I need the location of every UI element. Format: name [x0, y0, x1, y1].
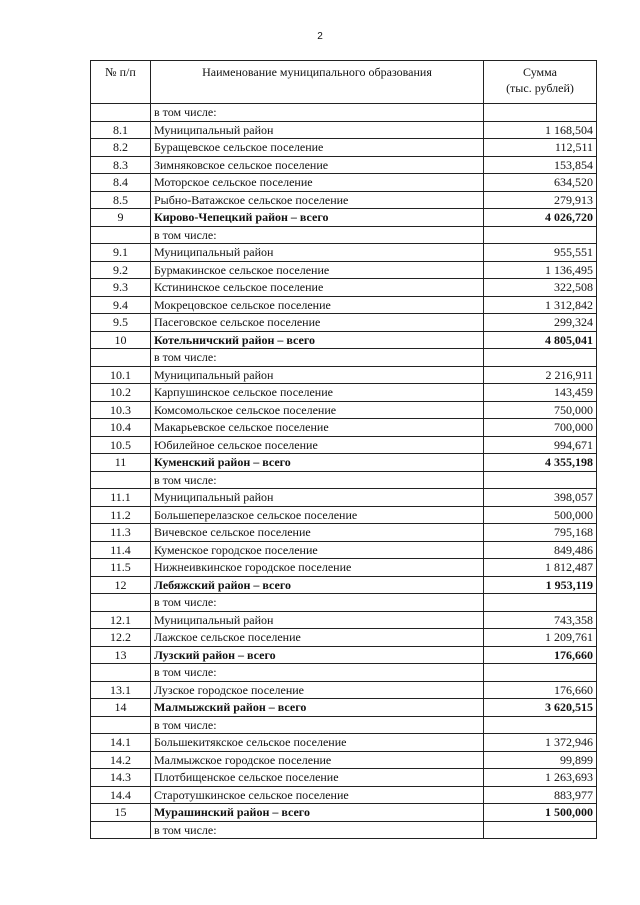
table-row	[91, 331, 597, 349]
table-row	[91, 121, 597, 139]
row-sum: 279,913	[484, 191, 597, 209]
row-sum: 4 026,720	[484, 209, 597, 227]
row-number	[91, 594, 151, 612]
header-sum-line1: Сумма	[523, 65, 557, 79]
table-row	[91, 524, 597, 542]
row-name: Малмыжский район – всего	[151, 699, 484, 717]
row-sum: 1 500,000	[484, 804, 597, 822]
table-row	[91, 296, 597, 314]
row-name: Нижнеивкинское городское поселение	[151, 559, 484, 577]
table-row	[91, 419, 597, 437]
row-sum: 143,459	[484, 384, 597, 402]
row-number: 10.3	[91, 401, 151, 419]
row-sum: 4 805,041	[484, 331, 597, 349]
table-row	[91, 139, 597, 157]
row-sum: 883,977	[484, 786, 597, 804]
row-name: Муниципальный район	[151, 489, 484, 507]
row-name: Кстининское сельское поселение	[151, 279, 484, 297]
row-number: 10.5	[91, 436, 151, 454]
table-row	[91, 436, 597, 454]
row-name: Комсомольское сельское поселение	[151, 401, 484, 419]
row-name: Зимняковское сельское поселение	[151, 156, 484, 174]
table-row	[91, 384, 597, 402]
table-row	[91, 681, 597, 699]
row-sum: 994,671	[484, 436, 597, 454]
row-name: Старотушкинское сельское поселение	[151, 786, 484, 804]
table-row	[91, 751, 597, 769]
table-row	[91, 191, 597, 209]
header-num: № п/п	[91, 61, 151, 104]
row-name: Лебяжский район – всего	[151, 576, 484, 594]
table-row	[91, 734, 597, 752]
row-name: Кирово-Чепецкий район – всего	[151, 209, 484, 227]
row-name: Буращевское сельское поселение	[151, 139, 484, 157]
row-sum: 500,000	[484, 506, 597, 524]
row-sum: 955,551	[484, 244, 597, 262]
table-row	[91, 366, 597, 384]
row-number: 13.1	[91, 681, 151, 699]
table-row	[91, 226, 597, 244]
row-sum: 1 312,842	[484, 296, 597, 314]
row-name: Лузский район – всего	[151, 646, 484, 664]
row-number: 14.4	[91, 786, 151, 804]
row-name: в том числе:	[151, 349, 484, 367]
row-name: Лузское городское поселение	[151, 681, 484, 699]
row-number: 11.5	[91, 559, 151, 577]
row-name: Муниципальный район	[151, 611, 484, 629]
row-name: Мурашинский район – всего	[151, 804, 484, 822]
row-name: в том числе:	[151, 594, 484, 612]
row-number: 9	[91, 209, 151, 227]
row-sum	[484, 471, 597, 489]
row-name: Куменский район – всего	[151, 454, 484, 472]
row-sum: 322,508	[484, 279, 597, 297]
row-number	[91, 716, 151, 734]
row-name: Карпушинское сельское поселение	[151, 384, 484, 402]
table-row	[91, 471, 597, 489]
row-number: 14.1	[91, 734, 151, 752]
page-number: 2	[317, 31, 323, 42]
row-name: Котельничский район – всего	[151, 331, 484, 349]
row-number: 12.2	[91, 629, 151, 647]
row-number: 11	[91, 454, 151, 472]
row-number: 8.2	[91, 139, 151, 157]
table-row	[91, 174, 597, 192]
row-name: Муниципальный район	[151, 121, 484, 139]
row-name: Большеперелазское сельское поселение	[151, 506, 484, 524]
table-row	[91, 489, 597, 507]
row-number	[91, 104, 151, 122]
header-sum-line2: (тыс. рублей)	[506, 81, 574, 95]
row-name: Мокрецовское сельское поселение	[151, 296, 484, 314]
row-number: 8.3	[91, 156, 151, 174]
table-row	[91, 786, 597, 804]
row-number	[91, 226, 151, 244]
table-body	[91, 104, 597, 839]
row-sum: 299,324	[484, 314, 597, 332]
header-name: Наименование муниципального образования	[151, 61, 484, 104]
row-sum: 1 168,504	[484, 121, 597, 139]
row-name: Макарьевское сельское поселение	[151, 419, 484, 437]
row-number: 10.4	[91, 419, 151, 437]
row-sum: 1 209,761	[484, 629, 597, 647]
table-row	[91, 506, 597, 524]
table-row	[91, 104, 597, 122]
row-sum: 1 953,119	[484, 576, 597, 594]
row-sum: 176,660	[484, 681, 597, 699]
row-number: 12.1	[91, 611, 151, 629]
table-row	[91, 401, 597, 419]
row-number: 9.2	[91, 261, 151, 279]
table-row	[91, 576, 597, 594]
row-sum	[484, 821, 597, 839]
table-row	[91, 699, 597, 717]
row-number: 8.1	[91, 121, 151, 139]
table-row	[91, 664, 597, 682]
row-number	[91, 664, 151, 682]
row-sum: 398,057	[484, 489, 597, 507]
row-number: 10.1	[91, 366, 151, 384]
row-number: 14.3	[91, 769, 151, 787]
row-sum	[484, 664, 597, 682]
row-sum: 112,511	[484, 139, 597, 157]
row-sum: 743,358	[484, 611, 597, 629]
row-number: 12	[91, 576, 151, 594]
row-sum: 1 136,495	[484, 261, 597, 279]
row-sum: 795,168	[484, 524, 597, 542]
row-sum: 153,854	[484, 156, 597, 174]
row-name: Пасеговское сельское поселение	[151, 314, 484, 332]
row-sum: 700,000	[484, 419, 597, 437]
row-number: 13	[91, 646, 151, 664]
row-number	[91, 821, 151, 839]
budget-table	[90, 60, 597, 839]
table-row	[91, 244, 597, 262]
row-name: Моторское сельское поселение	[151, 174, 484, 192]
table-row	[91, 314, 597, 332]
row-name: Вичевское сельское поселение	[151, 524, 484, 542]
row-sum: 1 372,946	[484, 734, 597, 752]
table-row	[91, 454, 597, 472]
row-number: 10.2	[91, 384, 151, 402]
row-name: Лажское сельское поселение	[151, 629, 484, 647]
row-sum	[484, 716, 597, 734]
row-number: 9.3	[91, 279, 151, 297]
table-row	[91, 646, 597, 664]
row-name: в том числе:	[151, 226, 484, 244]
table-header-row	[91, 61, 597, 104]
row-name: Муниципальный район	[151, 366, 484, 384]
row-number: 14.2	[91, 751, 151, 769]
row-name: в том числе:	[151, 821, 484, 839]
row-name: Юбилейное сельское поселение	[151, 436, 484, 454]
row-sum	[484, 594, 597, 612]
table-row	[91, 769, 597, 787]
table-row	[91, 209, 597, 227]
row-number: 9.4	[91, 296, 151, 314]
row-number: 8.5	[91, 191, 151, 209]
table-row	[91, 156, 597, 174]
table-row	[91, 349, 597, 367]
table-row	[91, 611, 597, 629]
row-sum: 849,486	[484, 541, 597, 559]
row-number: 9.5	[91, 314, 151, 332]
row-name: Рыбно-Ватажское сельское поселение	[151, 191, 484, 209]
table-row	[91, 279, 597, 297]
row-name: в том числе:	[151, 716, 484, 734]
row-name: в том числе:	[151, 664, 484, 682]
row-sum: 1 812,487	[484, 559, 597, 577]
row-sum: 1 263,693	[484, 769, 597, 787]
row-sum	[484, 104, 597, 122]
row-sum	[484, 349, 597, 367]
row-sum: 750,000	[484, 401, 597, 419]
row-sum: 3 620,515	[484, 699, 597, 717]
table-row	[91, 541, 597, 559]
table-row	[91, 629, 597, 647]
row-number: 11.1	[91, 489, 151, 507]
row-number: 8.4	[91, 174, 151, 192]
row-sum	[484, 226, 597, 244]
row-number: 14	[91, 699, 151, 717]
row-sum: 99,899	[484, 751, 597, 769]
row-number: 11.2	[91, 506, 151, 524]
row-number: 11.3	[91, 524, 151, 542]
row-sum: 176,660	[484, 646, 597, 664]
table-row	[91, 804, 597, 822]
row-number: 11.4	[91, 541, 151, 559]
row-sum: 2 216,911	[484, 366, 597, 384]
row-name: Куменское городское поселение	[151, 541, 484, 559]
row-name: в том числе:	[151, 104, 484, 122]
row-number: 10	[91, 331, 151, 349]
row-name: Плотбищенское сельское поселение	[151, 769, 484, 787]
table-row	[91, 261, 597, 279]
table-row	[91, 821, 597, 839]
row-name: в том числе:	[151, 471, 484, 489]
row-number: 9.1	[91, 244, 151, 262]
table-row	[91, 716, 597, 734]
row-name: Малмыжское городское поселение	[151, 751, 484, 769]
table-row	[91, 594, 597, 612]
row-name: Бурмакинское сельское поселение	[151, 261, 484, 279]
row-name: Муниципальный район	[151, 244, 484, 262]
row-sum: 634,520	[484, 174, 597, 192]
row-name: Большекитякское сельское поселение	[151, 734, 484, 752]
row-sum: 4 355,198	[484, 454, 597, 472]
header-sum	[484, 61, 597, 104]
row-number	[91, 471, 151, 489]
table-row	[91, 559, 597, 577]
row-number: 15	[91, 804, 151, 822]
row-number	[91, 349, 151, 367]
